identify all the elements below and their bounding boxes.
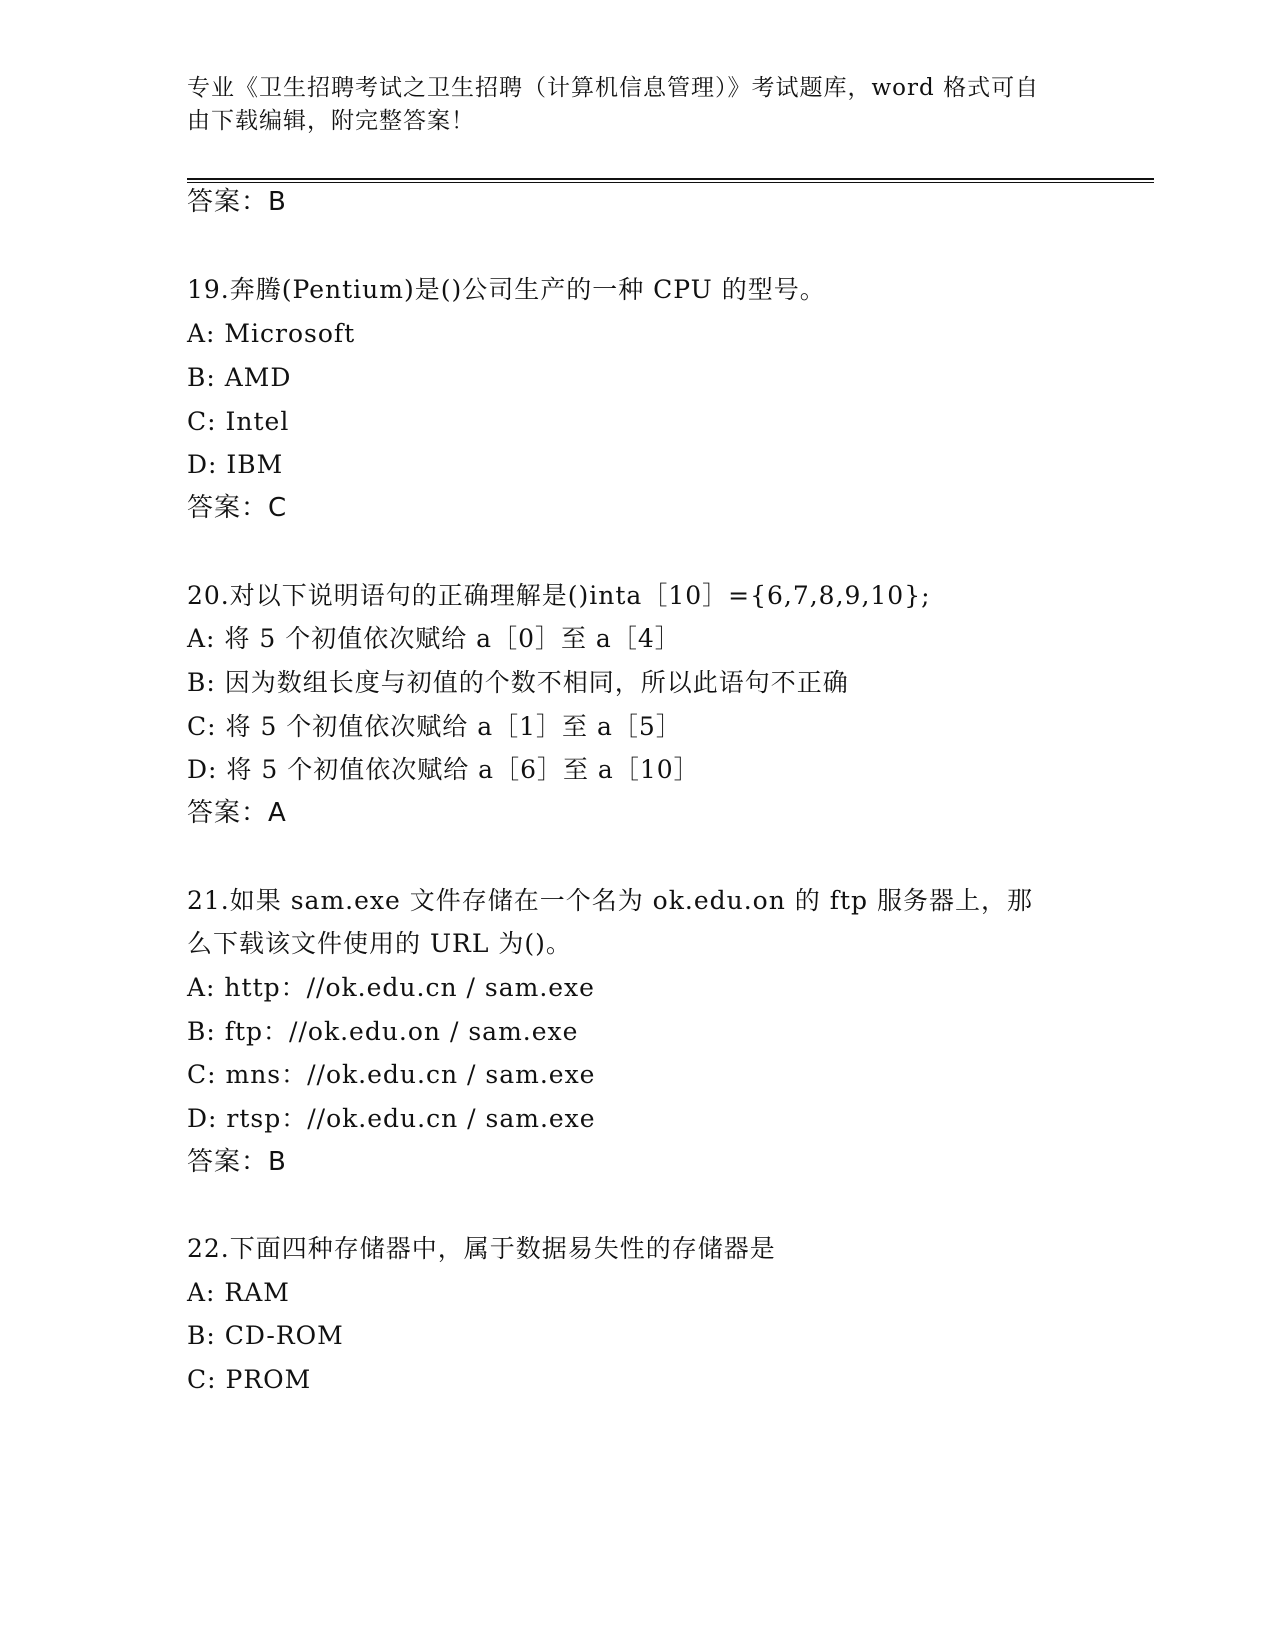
header-divider-thin — [187, 182, 1154, 183]
document-header — [187, 72, 1067, 138]
option-a: A: Microsoft — [187, 319, 356, 348]
option-c: C: mns：//ok.edu.cn / sam.exe — [187, 1060, 596, 1089]
option-c: C: 将 5 个初值依次赋给 a［1］至 a［5］ — [187, 712, 682, 741]
answer-line: 答案：B — [187, 187, 287, 217]
option-a: A: http：//ok.edu.cn / sam.exe — [187, 973, 595, 1002]
option-a: A: RAM — [187, 1278, 290, 1307]
question-stem: 20.对以下说明语句的正确理解是()inta［10］={6,7,8,9,10}; — [187, 581, 931, 610]
option-d: D: IBM — [187, 450, 284, 479]
option-b: B: CD-ROM — [187, 1321, 344, 1350]
option-b: B: ftp：//ok.edu.on / sam.exe — [187, 1017, 579, 1046]
option-d: D: 将 5 个初值依次赋给 a［6］至 a［10］ — [187, 755, 700, 784]
question-stem-continued: 么下载该文件使用的 URL 为()。 — [187, 929, 572, 958]
question-stem: 19.奔腾(Pentium)是()公司生产的一种 CPU 的型号。 — [187, 275, 826, 304]
question-stem: 22.下面四种存储器中，属于数据易失性的存储器是 — [187, 1234, 776, 1263]
answer-line: 答案：A — [187, 798, 287, 828]
answer-line: 答案：C — [187, 493, 288, 523]
answer-line: 答案：B — [187, 1147, 287, 1177]
option-c: C: Intel — [187, 407, 290, 436]
option-a: A: 将 5 个初值依次赋给 a［0］至 a［4］ — [187, 624, 681, 653]
option-b: B: 因为数组长度与初值的个数不相同，所以此语句不正确 — [187, 668, 849, 697]
header-line-1: 专业《卫生招聘考试之卫生招聘（计算机信息管理）》考试题库，word 格式可自 — [187, 75, 1040, 101]
header-divider — [187, 178, 1154, 180]
option-b: B: AMD — [187, 363, 292, 392]
option-c: C: PROM — [187, 1365, 312, 1394]
question-stem: 21.如果 sam.exe 文件存储在一个名为 ok.edu.on 的 ftp 服务器上，那 — [187, 886, 1033, 915]
option-d: D: rtsp：//ok.edu.cn / sam.exe — [187, 1104, 596, 1133]
header-line-2: 由下载编辑，附完整答案！ — [187, 108, 475, 134]
